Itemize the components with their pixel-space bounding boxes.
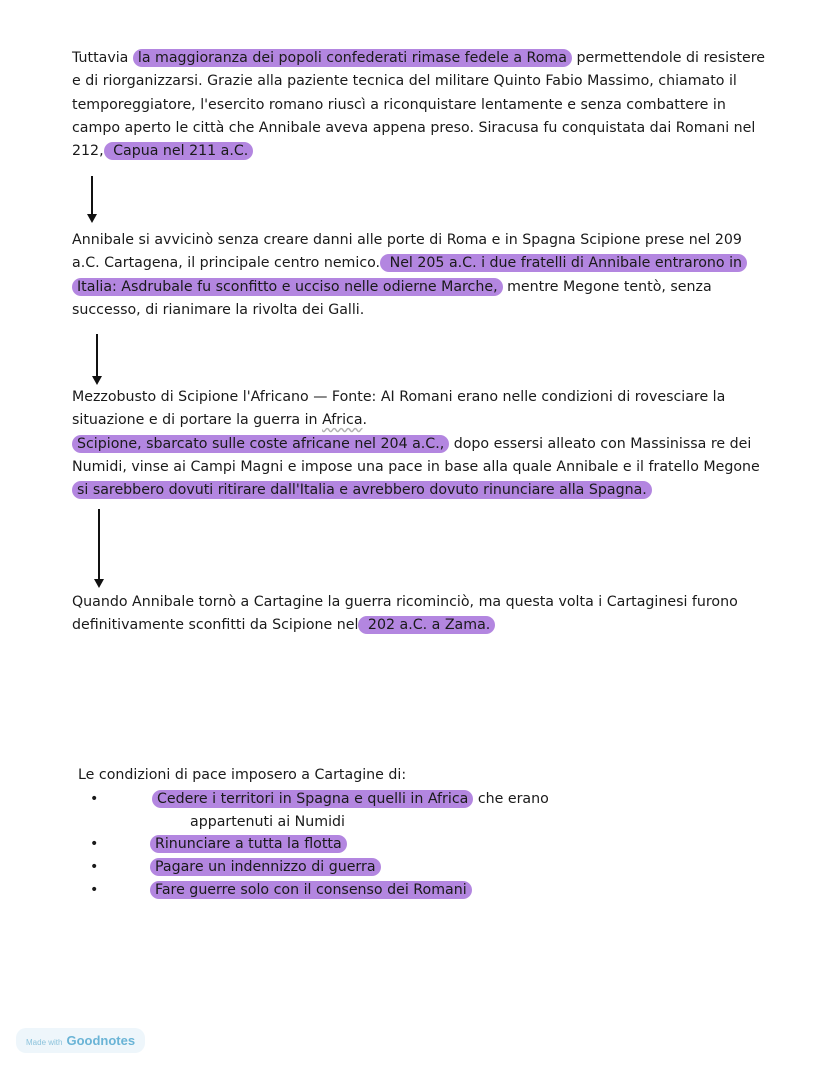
text: dopo essersi alleato con Massinissa re dei Numidi, vinse ai Campi Magni e impose una pace in base alla quale Annibale e il fratello Megone — [72, 435, 760, 475]
list-item — [78, 879, 638, 902]
highlight: Rinunciare a tutta la flotta — [150, 835, 347, 853]
bullet: • — [90, 790, 99, 807]
bullet: • — [90, 881, 99, 898]
text: Annibale si avvicinò senza creare danni alle porte di Roma e in Spagna Scipione prese nel 209 a.C. Cartagena, il principale centro nemico. — [72, 232, 742, 272]
text: Quando Annibale tornò a Cartagine la guerra ricominciò, ma questa volta i Cartaginesi furono definitivamente sconfitti da Scipione nel — [72, 594, 738, 634]
highlight: Scipione, sbarcato sulle coste africane nel 204 a.C., — [72, 435, 449, 453]
text: Tuttavia — [72, 50, 133, 66]
list-item — [78, 788, 638, 834]
text-continuation: appartenuti ai Numidi — [190, 813, 345, 830]
text: Mezzobusto di Scipione l'Africano — Fonte: AI Romani erano nelle condizioni di rovesciare la situazione e di portare la guerra in — [72, 389, 726, 429]
paragraph-2 — [72, 229, 772, 322]
peace-conditions — [78, 764, 638, 902]
goodnotes-badge[interactable] — [16, 1028, 145, 1053]
bullet: • — [90, 836, 99, 853]
paragraph-4 — [72, 591, 772, 638]
badge-label: Made with — [26, 1038, 63, 1047]
list-item — [78, 856, 638, 879]
text: . — [362, 412, 368, 429]
highlight: la maggioranza dei popoli confederati rimase fedele a Roma — [133, 49, 572, 67]
text: permettendole di resistere e di riorganizzarsi. Grazie alla paziente tecnica del militare Quinto Fabio Massimo, chiamato il temporeggiatore, l'esercito romano riuscì a riconquistare lentamente e senza combattere in campo aperto le città che Annibale aveva appena preso. Siracusa fu conquistata dai Romani nel 212, — [72, 50, 765, 160]
highlight: Nel 205 a.C. i due fratelli di Annibale entrarono in Italia: Asdrubale fu sconfitto e ucciso nelle odierne Marche, — [72, 254, 747, 295]
highlight: Fare guerre solo con il consenso dei Romani — [150, 881, 472, 899]
text: che erano — [473, 790, 549, 807]
list-item — [78, 833, 638, 856]
down-arrow-icon — [89, 334, 105, 388]
conditions-title: Le condizioni di pace imposero a Cartagine di: — [78, 767, 407, 783]
highlight: Cedere i territori in Spagna e quelli in Africa — [152, 790, 473, 808]
bullet: • — [90, 859, 99, 876]
highlight: 202 a.C. a Zama. — [358, 616, 495, 634]
highlight: Pagare un indennizzo di guerra — [150, 858, 381, 876]
highlight: si sarebbero dovuti ritirare dall'Italia e avrebbero dovuto rinunciare alla Spagna. — [72, 481, 652, 499]
goodnotes-logo: Goodnotes — [66, 1033, 136, 1048]
paragraph-3 — [72, 386, 772, 502]
conditions-list — [78, 788, 638, 902]
spellcheck-word: Africa — [322, 412, 363, 429]
paragraph-1 — [72, 47, 772, 163]
text: mentre Megone tentò, senza successo, di rianimare la rivolta dei Galli. — [72, 278, 712, 318]
down-arrow-icon — [91, 509, 107, 591]
down-arrow-icon — [84, 176, 100, 226]
highlight: Capua nel 211 a.C. — [104, 142, 254, 160]
